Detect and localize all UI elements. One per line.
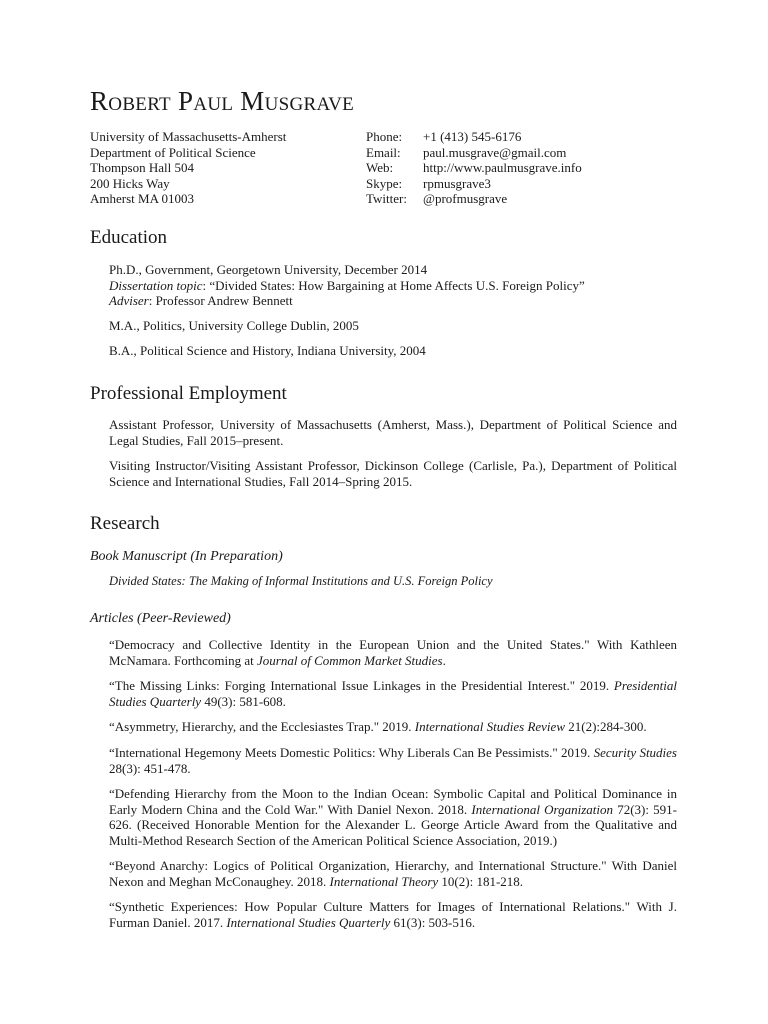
article-text: “Synthetic Experiences: How Popular Culture Matters for Images of International Relations." With J. Furman Daniel. 2017.	[109, 899, 677, 930]
contact-web	[366, 160, 582, 176]
address-line: University of Massachusetts-Amherst	[90, 129, 287, 144]
employment-item: Visiting Instructor/Visiting Assistant Professor, Dickinson College (Carlisle, Pa.), Department of Political Science and International Studies, Fall 2014–Spring 2015.	[109, 458, 677, 489]
contact-label: Phone:	[366, 129, 403, 144]
address-line: 200 Hicks Way	[90, 175, 170, 191]
book-title: Divided States: The Making of Informal Institutions and U.S. Foreign Policy	[109, 574, 493, 588]
address-line: Department of Political Science	[90, 144, 256, 160]
employment-item: Assistant Professor, University of Massachusetts (Amherst, Mass.), Department of Political Science and Legal Studies, Fall 2015–present.	[109, 417, 677, 448]
phone-value: +1 (413) 545-6176	[423, 129, 522, 144]
article-journal: International Organization	[471, 801, 614, 817]
address-block	[90, 129, 286, 207]
article-journal: International Studies Quarterly	[226, 914, 391, 930]
article-item	[109, 719, 677, 735]
article-citation: 61(3): 503-516.	[390, 914, 476, 930]
dissertation-line	[109, 278, 677, 294]
education-ba	[109, 343, 677, 359]
contact-skype	[366, 176, 582, 192]
article-item	[109, 786, 677, 848]
contact-label: Twitter:	[366, 191, 407, 206]
article-journal: Journal of Common Market Studies	[257, 652, 443, 668]
article-item	[109, 637, 677, 668]
section-heading-education: Education	[90, 227, 168, 248]
article-text: “Democracy and Collective Identity in the European Union and the United States." With Kathleen McNamara. Forthcoming at	[109, 637, 677, 668]
article-text: “International Hegemony Meets Domestic Politics: Why Liberals Can Be Pessimists." 2019.	[109, 745, 594, 760]
article-journal: Presidential Studies Quarterly	[109, 678, 677, 709]
article-journal: Security Studies	[593, 745, 677, 760]
twitter-value: @profmusgrave	[423, 191, 508, 206]
article-text: “Defending Hierarchy from the Moon to the Indian Ocean: Symbolic Capital and Political Dominance in Early Modern China and the Cold War." With Daniel Nexon. 2018.	[109, 786, 677, 817]
article-citation: 49(3): 581-608.	[201, 693, 286, 709]
adviser-label: Adviser	[109, 293, 149, 308]
dissertation-label: Dissertation topic	[109, 277, 203, 293]
article-text: “The Missing Links: Forging International Issue Linkages in the Presidential Interest." 2019.	[109, 678, 614, 693]
skype-value: rpmusgrave3	[423, 175, 491, 191]
contact-phone	[366, 129, 582, 145]
email-value: paul.musgrave@gmail.com	[423, 144, 567, 160]
article-citation: 21(2):284-300.	[565, 719, 647, 734]
subsection-articles: Articles (Peer-Reviewed)	[90, 611, 231, 626]
dissertation-topic: : “Divided States: How Bargaining at Home Affects U.S. Foreign Policy”	[202, 277, 585, 293]
article-citation: 72(3): 591-626. (Received Honorable Mention for the Alexander L. George Article Award from the Qualitative and Multi-Method Research Section of the American Political Science Association, 2019.)	[109, 801, 677, 848]
phd-line: Ph.D., Government, Georgetown University, December 2014	[109, 262, 428, 277]
ba-line: B.A., Political Science and History, Indiana University, 2004	[109, 343, 426, 358]
ma-line: M.A., Politics, University College Dublin, 2005	[109, 318, 359, 333]
web-value: http://www.paulmusgrave.info	[423, 160, 582, 175]
article-citation: 28(3): 451-478.	[109, 760, 191, 776]
adviser-name: : Professor Andrew Bennett	[148, 293, 293, 308]
education-ma	[109, 318, 677, 334]
address-line: Thompson Hall 504	[90, 160, 194, 175]
adviser-line	[109, 293, 677, 309]
article-item	[109, 858, 677, 889]
article-journal: International Theory	[329, 873, 439, 889]
section-heading-research: Research	[90, 513, 160, 534]
contact-label: Web:	[366, 160, 394, 175]
article-item	[109, 899, 677, 930]
article-text: “Asymmetry, Hierarchy, and the Ecclesiastes Trap." 2019.	[109, 719, 415, 734]
article-text: “Beyond Anarchy: Logics of Political Organization, Hierarchy, and International Structure." With Daniel Nexon and Meghan McConaughey. 2018.	[109, 858, 677, 889]
contact-label: Skype:	[366, 175, 403, 191]
contact-email	[366, 145, 582, 161]
article-citation: 10(2): 181-218.	[438, 873, 524, 889]
address-line: Amherst MA 01003	[90, 191, 194, 206]
section-heading-employment: Professional Employment	[90, 383, 287, 404]
article-item	[109, 745, 677, 776]
cv-name: Robert Paul Musgrave	[90, 86, 354, 116]
contact-block	[366, 129, 582, 207]
article-journal: International Studies Review	[414, 719, 565, 734]
contact-twitter	[366, 191, 582, 207]
article-citation: .	[442, 652, 446, 668]
article-item	[109, 678, 677, 709]
education-phd	[109, 262, 677, 309]
subsection-book-manuscript: Book Manuscript (In Preparation)	[90, 549, 283, 564]
contact-label: Email:	[366, 144, 401, 160]
